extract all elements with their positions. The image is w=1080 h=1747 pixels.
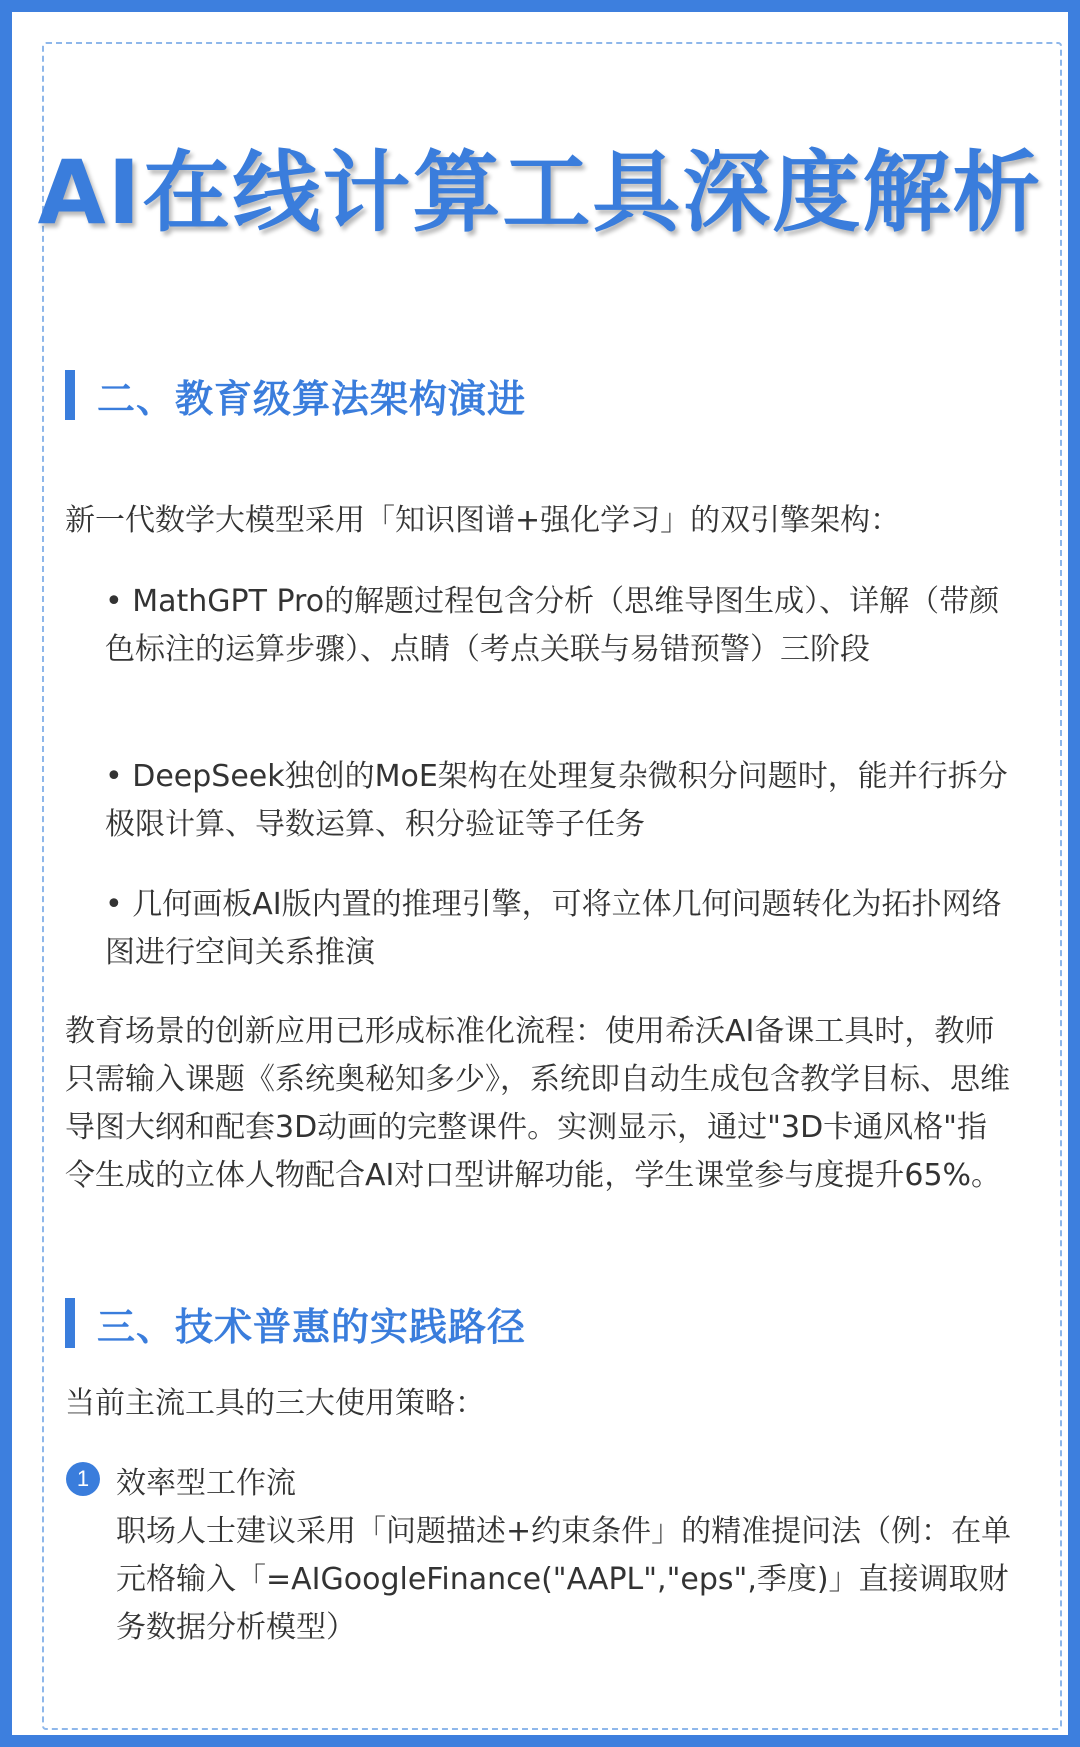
section2-intro: 新一代数学大模型采用「知识图谱+强化学习」的双引擎架构： (65, 503, 901, 538)
page-title: AI在线计算工具深度解析 (37, 141, 1043, 244)
section3-intro: 当前主流工具的三大使用策略： (65, 1386, 485, 1421)
step-title: 效率型工作流 (116, 1466, 296, 1501)
bullet-item-3: • 几何画板AI版内置的推理引擎，可将立体几何问题转化为拓扑网络图进行空间关系推演 (105, 887, 1002, 970)
section-accent-bar (65, 1298, 75, 1348)
step-item-1 (116, 1460, 1016, 1652)
section-accent-bar (65, 370, 75, 420)
section-title-2: 二、教育级算法架构演进 (97, 376, 527, 421)
section2-body: 教育场景的创新应用已形成标准化流程：使用希沃AI备课工具时，教师只需输入课题《系统奥秘知多少》，系统即自动生成包含教学目标、思维导图大纲和配套3D动画的完整课件。实测显示，通过"3D卡通风格"指令生成的立体人物配合AI对口型讲解功能，学生课堂参与度提升65%。 (65, 1014, 1010, 1193)
step-description: 职场人士建议采用「问题描述+约束条件」的精准提问法（例：在单元格输入「=AIGoogleFinance("AAPL","eps",季度)」直接调取财务数据分析模型） (116, 1514, 1012, 1645)
step-number-badge: 1 (66, 1462, 100, 1496)
bullet-item-1: • MathGPT Pro的解题过程包含分析（思维导图生成）、详解（带颜色标注的运算步骤）、点睛（考点关联与易错预警）三阶段 (105, 584, 1000, 667)
section-title-3: 三、技术普惠的实践路径 (97, 1304, 527, 1349)
section-heading-3 (65, 1298, 526, 1348)
bullet-item-2: • DeepSeek独创的MoE架构在处理复杂微积分问题时，能并行拆分极限计算、导数运算、积分验证等子任务 (105, 759, 1008, 842)
section-heading-2 (65, 370, 526, 420)
